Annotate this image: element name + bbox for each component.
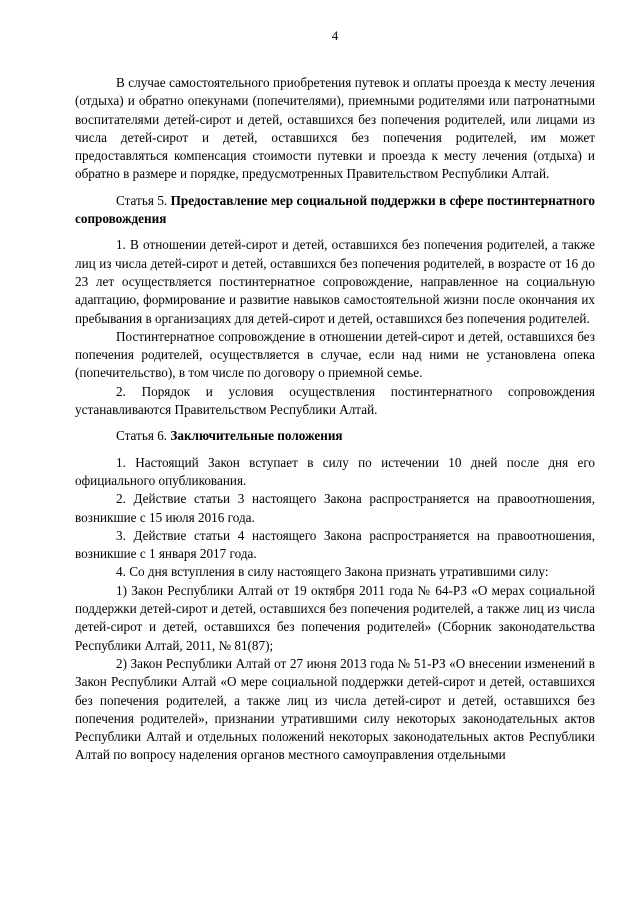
article-5-paragraph-1: 1. В отношении детей-сирот и детей, оставшихся без попечения родителей, а также лиц из числа детей-сирот и детей, оставшихся без попечения родителей, в возрасте от 16 до 23 лет осуществляется постинтернатное сопровождение, направленное на социальную адаптацию, формирование и развитие навыков самостоятельной жизни после окончания их пребывания в организациях для детей-сирот и детей, оставшихся без попечения родителей. [75, 237, 595, 326]
paragraph-compensation: В случае самостоятельного приобретения путевок и оплаты проезда к месту лечения (отдыха) и обратно опекунами (попечителями), приемными родителями или патронатными воспитателями детей-сирот и детей, оставшихся без попечения родителей, или лицами из числа детей-сирот и детей, оставшихся без попечения родителей, им может предоставляться компенсация стоимости путевки и проезда к месту лечения (отдыха) и обратно в размере и порядке, предусмотренных Правительством Республики Алтай. [75, 75, 595, 182]
article-6-item-1: 1) Закон Республики Алтай от 19 октября 2011 года № 64-РЗ «О мерах социальной поддержки детей-сирот и детей, оставшихся без попечения родителей, а также лиц из числа детей-сирот и детей, оставшихся без попечения родителей» (Сборник законодательства Республики Алтай, 2011, № 81(87); [75, 582, 595, 653]
article-5-paragraph-3: 2. Порядок и условия осуществления постинтернатного сопровождения устанавливаются Правительством Республики Алтай. [75, 383, 595, 418]
article-6-heading [75, 427, 595, 445]
page-number: 4 [331, 28, 339, 43]
document-page [75, 0, 595, 905]
document-body [75, 74, 595, 765]
article-5-paragraph-2: Постинтернатное сопровождение в отношении детей-сирот и детей, оставшихся без попечения родителей, осуществляется в случае, если над ними не установлена опека (попечительство), в том числе по договору о приемной семье. [75, 328, 595, 381]
article-6-title: Заключительные положения [170, 428, 343, 444]
article-6-paragraph-1: 1. Настоящий Закон вступает в силу по истечении 10 дней после дня его официального опубликования. [75, 454, 595, 488]
article-5-title: Предоставление мер социальной поддержки в сфере постинтернатного сопровождения [75, 192, 595, 227]
article-6-prefix: Статья 6. [116, 428, 168, 444]
article-6-paragraph-4: 4. Со дня вступления в силу настоящего Закона признать утратившими силу: [116, 564, 549, 580]
article-6-paragraph-3: 3. Действие статьи 4 настоящего Закона распространяется на правоотношения, возникшие с 1 января 2017 года. [75, 527, 595, 562]
article-5-heading [75, 192, 595, 229]
article-6-item-2: 2) Закон Республики Алтай от 27 июня 2013 года № 51-РЗ «О внесении изменений в Закон Республики Алтай «О мере социальной поддержки детей-сирот и детей, оставшихся без попечения родителей, а также лиц из числа детей-сирот и детей, оставшихся без попечения родителей», признании утратившими силу некоторых законодательных актов Республики Алтай и отдельных положений некоторых законодательных актов Республики Алтай по вопросу наделения органов местного самоуправления отдельными [75, 655, 595, 763]
article-6-paragraph-2: 2. Действие статьи 3 настоящего Закона распространяется на правоотношения, возникшие с 15 июля 2016 года. [75, 491, 595, 525]
article-5-prefix: Статья 5. [116, 192, 168, 208]
